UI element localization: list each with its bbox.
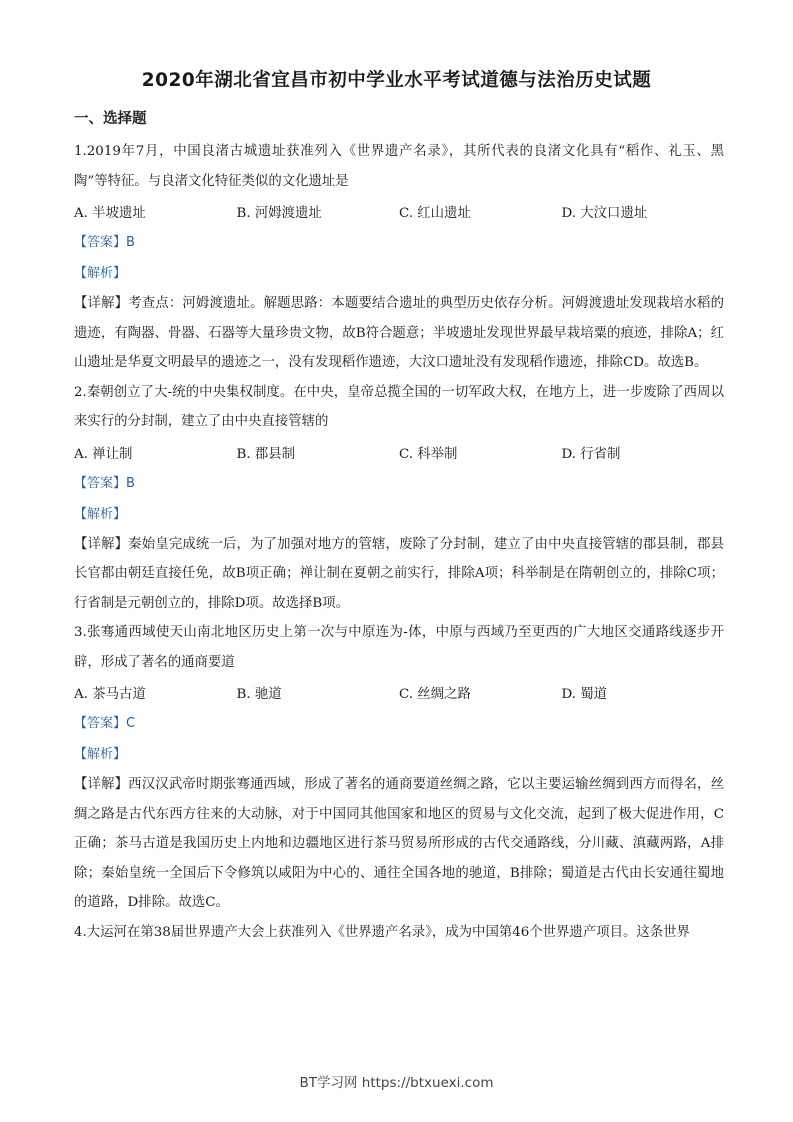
question-1 [74,137,724,378]
option-c: C. 丝绸之路 [399,687,471,702]
section-heading: 一、选择题 [74,111,147,127]
analysis-label: 【解析】 [74,266,127,281]
analysis-label: 【解析】 [74,747,127,762]
answer-label: 【答案】B [74,475,135,491]
option-d: D. 蜀道 [561,687,608,702]
detail-text: 【详解】西汉汉武帝时期张骞通西域，形成了著名的通商要道丝绸之路，它以主要运输丝绸到西方而得名，丝绸之路是古代东西方往来的大动脉，对于中国同其他国家和地区的贸易与文化交流，起到了极大促进作用，C正确；茶马古道是我国历史上内地和边疆地区进行茶马贸易所形成的古代交通路线，分川藏、滇藏两路，A排除；秦始皇统一全国后下令修筑以咸阳为中心的、通往全国各地的驰道，B排除；蜀道是古代由长安通往蜀地的道路，D排除。故选C。 [74,777,724,910]
option-c: C. 红山遗址 [399,206,471,221]
answer-label: 【答案】B [74,235,135,250]
answer-label: 【答案】C [74,716,136,731]
question-4-stem: 4.大运河在第38届世界遗产大会上获准列入《世界遗产名录》，成为中国第46个世界遗产项目。这条世界 [74,924,690,940]
analysis-label: 【解析】 [74,506,127,522]
page-title: 2020年湖北省宜昌市初中学业水平考试道德与法治历史试题 [141,70,652,91]
option-d: D. 行省制 [561,446,621,462]
question-stem: 2.秦朝创立了大-统的中央集权制度。在中央，皇帝总揽全国的一切军政大权，在地方上，进一步废除了西周以来实行的分封制，建立了由中央直接管辖的 [74,384,724,429]
detail-text: 【详解】考查点：河姆渡遗址。解题思路：本题要结合遗址的典型历史依存分析。河姆渡遗址发现栽培水稻的遗迹，有陶器、骨器、石器等大量珍贵文物，故B符合题意；半坡遗址发现世界最早栽培粟的痕迹，排除A；红山遗址是华夏文明最早的遗迹之一，没有发现稻作遗迹，大汶口遗址没有发现稻作遗迹，排除CD。故选B。 [74,296,724,370]
questions-content [74,137,724,947]
detail-text: 【详解】秦始皇完成统一后，为了加强对地方的管辖，废除了分封制，建立了由中央直接管辖的郡县制，郡县长官都由朝廷直接任免，故B项正确；禅让制在夏朝之前实行，排除A项；科举制是在隋朝创立的，排除C项；行省制是元朝创立的，排除D项。故选择B项。 [74,536,724,611]
option-a: A. 茶马古道 [74,687,146,702]
options-row [74,437,724,468]
footer-watermark: BT学习网 https://btxuexi.com [299,1075,494,1091]
question-stem: 1.2019年7月，中国良渚古城遗址获准列入《世界遗产名录》，其所代表的良渚文化具有“稻作、礼玉、黑陶”等特征。与良渚文化特征类似的文化遗址是 [74,144,724,189]
question-2 [74,378,724,619]
option-a: A. 半坡遗址 [74,206,146,221]
option-d: D. 大汶口遗址 [561,206,648,221]
option-c: C. 科举制 [399,446,458,462]
options-row [74,196,724,227]
option-b: B. 郡县制 [236,446,296,462]
option-b: B. 河姆渡遗址 [236,206,322,221]
options-row [74,677,724,708]
option-a: A. 禅让制 [74,446,133,462]
question-3 [74,618,724,918]
option-b: B. 驰道 [236,687,282,702]
question-stem: 3.张骞通西域使天山南北地区历史上第一次与中原连为-体，中原与西域乃至更西的广大地区交通路线逐步开辟，形成了著名的通商要道 [74,625,724,670]
